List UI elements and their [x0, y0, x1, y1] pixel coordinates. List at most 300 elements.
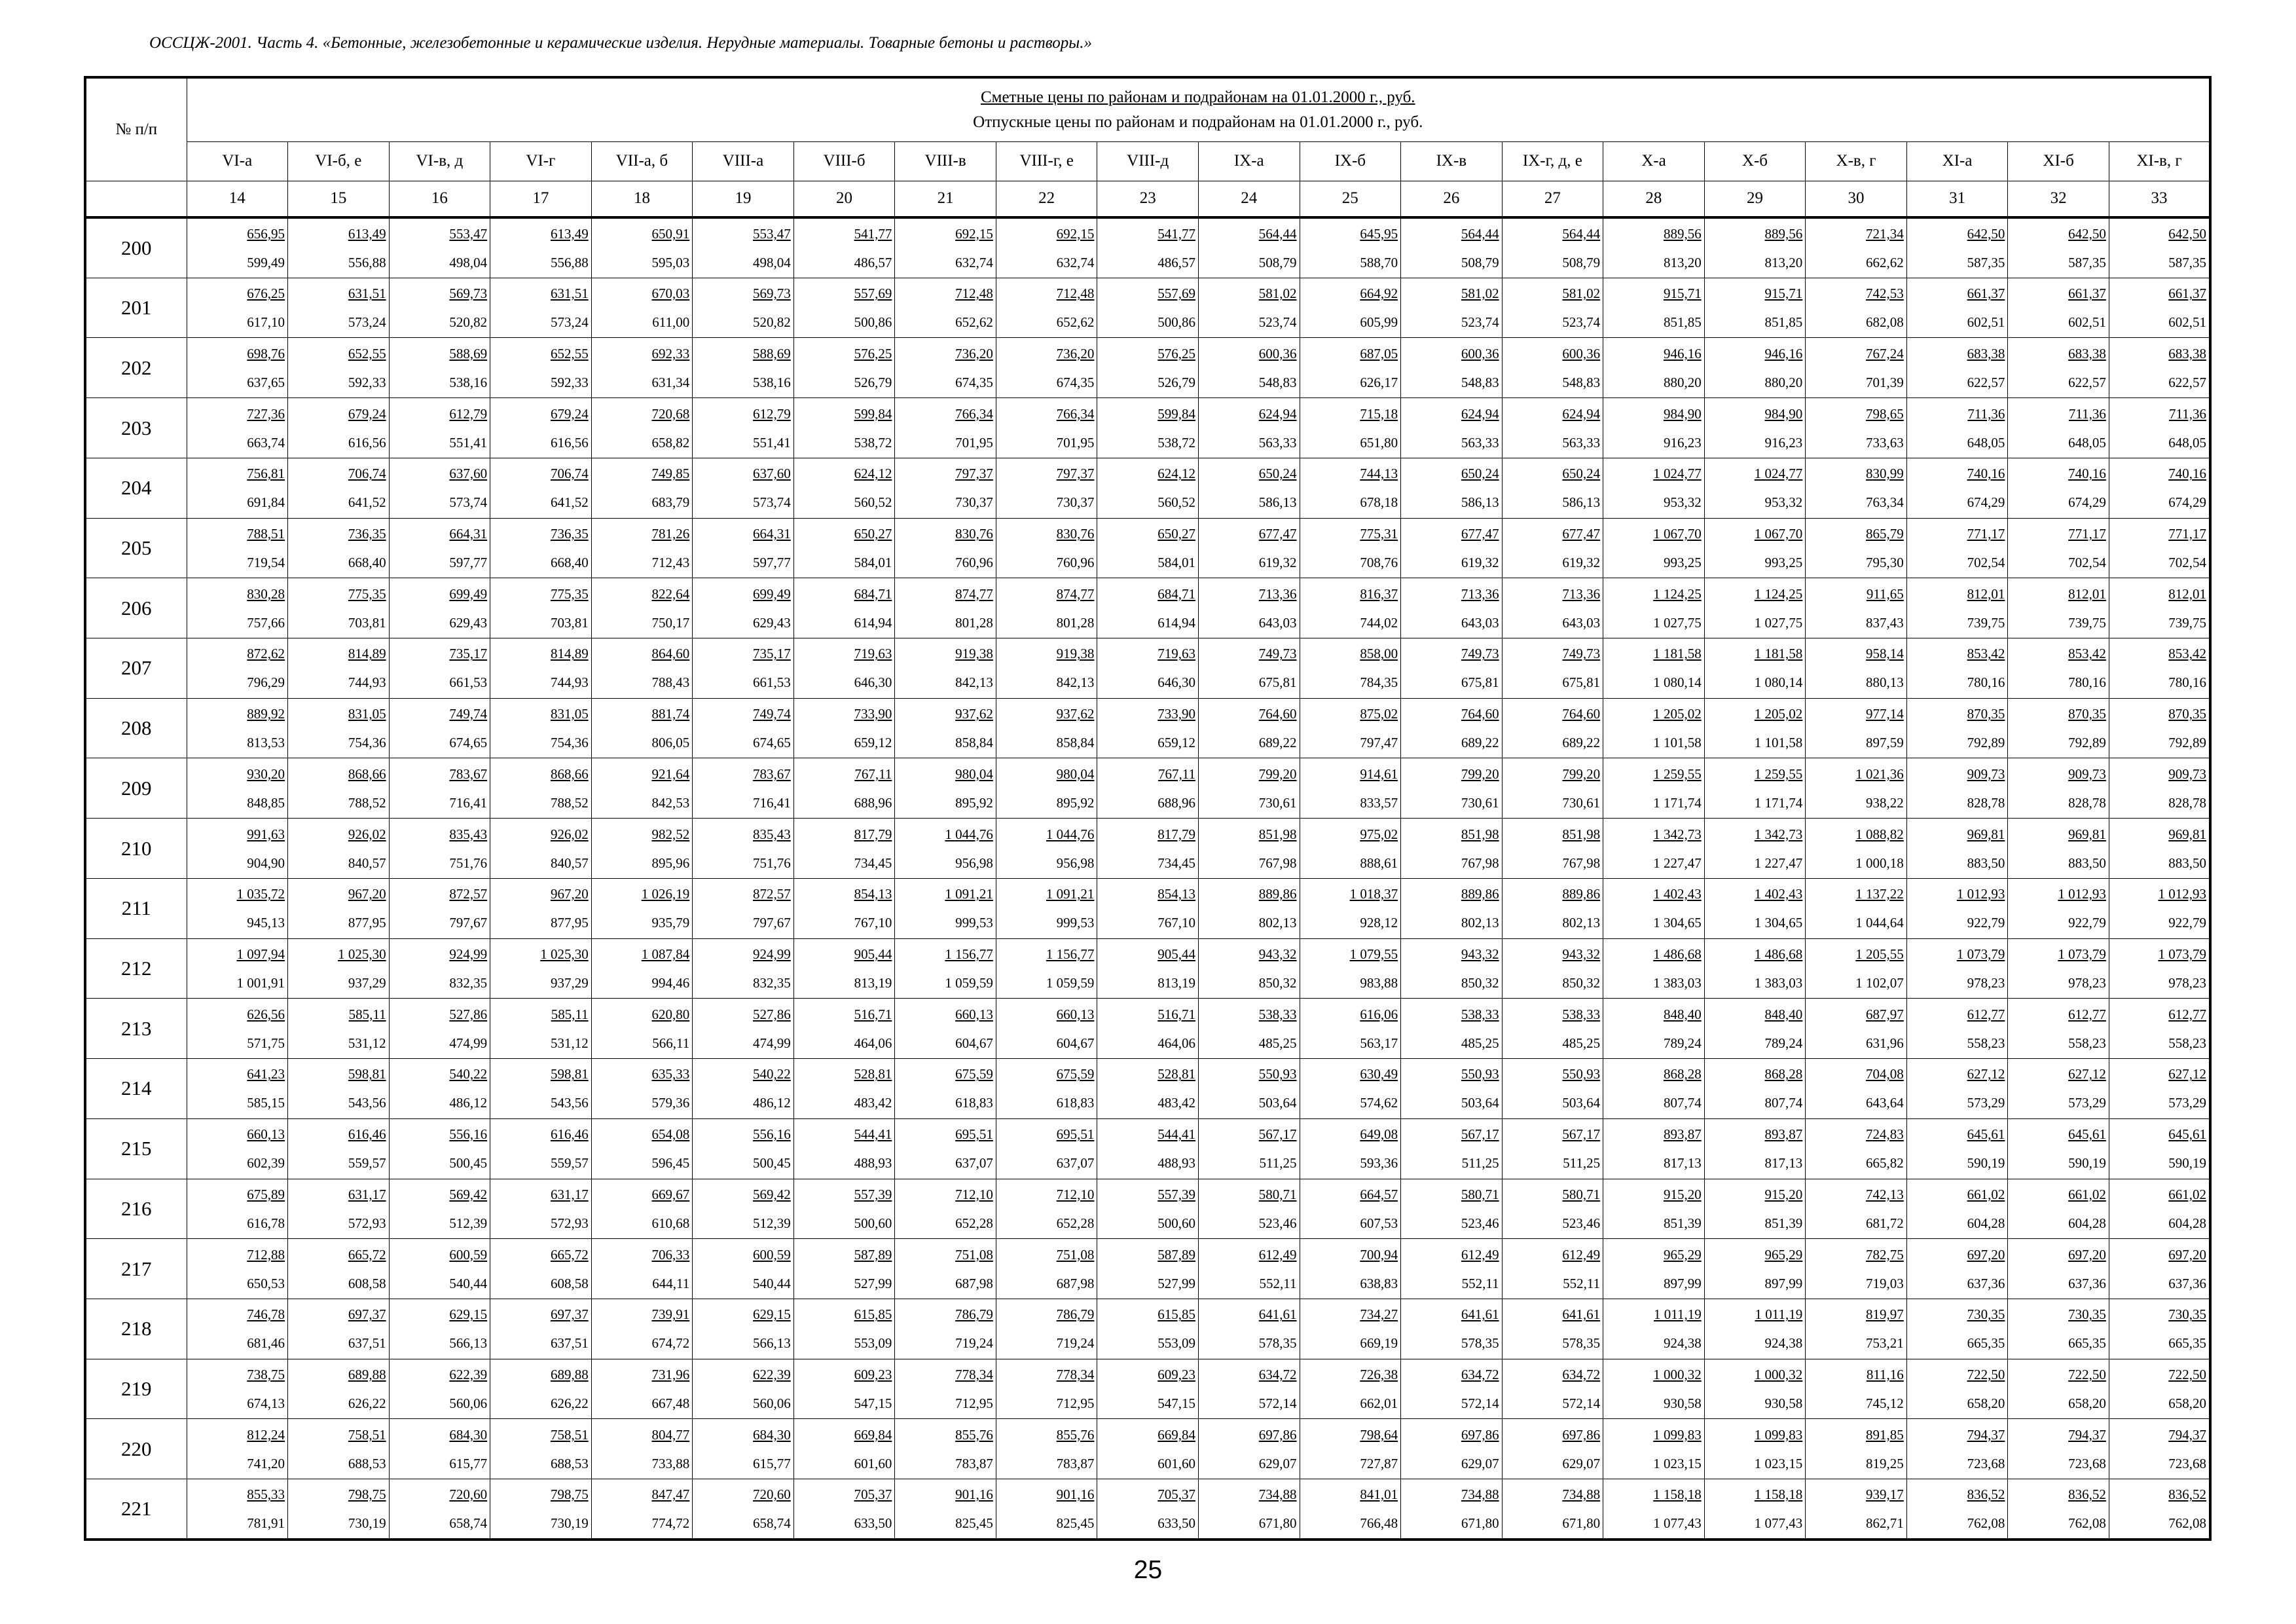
release-price: 498,04	[753, 254, 791, 270]
price-cell	[1097, 1479, 1199, 1540]
estimated-price: 1 205,02	[1653, 706, 1702, 722]
price-cell	[996, 278, 1097, 338]
estimated-price: 609,23	[854, 1367, 892, 1383]
release-price: 614,94	[854, 614, 892, 631]
estimated-price: 613,49	[550, 225, 589, 242]
column-number: 23	[1097, 181, 1199, 217]
price-cell	[1906, 1479, 2008, 1540]
release-price: 712,95	[1056, 1395, 1095, 1412]
estimated-price: 812,01	[1967, 585, 2005, 602]
estimated-price: 758,51	[348, 1426, 386, 1443]
price-cell	[389, 338, 490, 398]
estimated-price: 870,35	[1967, 706, 2005, 722]
price-cell	[1097, 1059, 1199, 1119]
table-row	[85, 758, 2210, 819]
price-cell	[490, 278, 592, 338]
estimated-price: 868,28	[1764, 1066, 1803, 1082]
price-cell	[389, 518, 490, 578]
table-row	[85, 1479, 2210, 1540]
estimated-price: 1 486,68	[1754, 946, 1803, 962]
price-cell	[1704, 698, 1806, 758]
region-header: VII-а, б	[591, 141, 693, 181]
column-number: 31	[1906, 181, 2008, 217]
estimated-price: 652,55	[550, 345, 589, 361]
estimated-price: 600,59	[753, 1246, 791, 1263]
price-cell	[1198, 758, 1300, 819]
price-cell	[996, 1359, 1097, 1419]
release-price: 858,84	[1056, 735, 1095, 751]
release-price: 526,79	[854, 374, 892, 390]
estimated-price: 1 158,18	[1754, 1486, 1803, 1503]
release-price: 1 101,58	[1653, 735, 1702, 751]
estimated-price: 722,50	[2068, 1367, 2106, 1383]
price-cell	[2008, 578, 2109, 638]
release-price: 558,23	[2168, 1035, 2206, 1051]
estimated-price: 712,10	[1056, 1186, 1095, 1202]
estimated-price: 735,17	[753, 646, 791, 662]
row-number: 201	[85, 278, 187, 338]
price-cell	[187, 999, 288, 1059]
release-price: 762,08	[2068, 1515, 2106, 1532]
estimated-price: 650,27	[854, 525, 892, 542]
estimated-price: 943,32	[1562, 946, 1601, 962]
estimated-price: 612,77	[2068, 1006, 2106, 1022]
estimated-price: 851,98	[1562, 826, 1601, 842]
release-price: 488,93	[1157, 1155, 1195, 1172]
estimated-price: 1 012,93	[2158, 886, 2206, 902]
price-cell	[1906, 518, 2008, 578]
estimated-price: 946,16	[1663, 345, 1702, 361]
release-price: 851,39	[1663, 1215, 1702, 1231]
estimated-price: 814,89	[550, 646, 589, 662]
release-price: 551,41	[753, 434, 791, 451]
price-cell	[996, 518, 1097, 578]
price-cell	[1502, 578, 1603, 638]
release-price: 604,67	[955, 1035, 993, 1051]
price-cell	[591, 1239, 693, 1299]
release-price: 637,51	[550, 1335, 589, 1352]
estimated-price: 649,08	[1360, 1126, 1398, 1143]
price-cell	[1806, 1479, 1907, 1540]
estimated-price: 645,61	[2068, 1126, 2106, 1143]
release-price: 617,10	[247, 314, 285, 331]
price-cell	[1401, 1059, 1503, 1119]
price-cell	[2008, 999, 2109, 1059]
release-price: 558,23	[2068, 1035, 2106, 1051]
release-price: 701,39	[1866, 374, 1904, 390]
estimated-price: 642,50	[1967, 225, 2005, 242]
price-cell	[1906, 758, 2008, 819]
estimated-price: 870,35	[2168, 706, 2206, 722]
estimated-price: 624,94	[1258, 405, 1297, 422]
estimated-price: 600,36	[1258, 345, 1297, 361]
price-cell	[288, 1299, 390, 1359]
price-cell	[389, 1239, 490, 1299]
price-cell	[1704, 1179, 1806, 1239]
release-price: 832,35	[449, 975, 488, 991]
column-number: 17	[490, 181, 592, 217]
release-price: 566,11	[652, 1035, 690, 1051]
price-cell	[1603, 1118, 1705, 1179]
release-price: 1 080,14	[1754, 674, 1803, 691]
price-cell	[1502, 1118, 1603, 1179]
price-cell	[895, 1118, 996, 1179]
price-cell	[1603, 1479, 1705, 1540]
table-row	[85, 819, 2210, 879]
estimated-price: 778,34	[955, 1367, 993, 1383]
estimated-price: 719,63	[1157, 646, 1195, 662]
release-price: 883,50	[2168, 855, 2206, 871]
estimated-price: 700,94	[1360, 1246, 1398, 1263]
estimated-price: 664,31	[449, 525, 488, 542]
price-cell	[1401, 217, 1503, 278]
price-cell	[1097, 1299, 1199, 1359]
price-cell	[1401, 1359, 1503, 1419]
price-cell	[1603, 398, 1705, 458]
price-cell	[1097, 1179, 1199, 1239]
price-cell	[1603, 1059, 1705, 1119]
estimated-price: 749,73	[1562, 646, 1601, 662]
release-price: 928,12	[1360, 915, 1398, 931]
estimated-price: 556,16	[449, 1126, 488, 1143]
estimated-price: 622,39	[753, 1367, 791, 1383]
row-number: 210	[85, 819, 187, 879]
release-price: 572,14	[1258, 1395, 1297, 1412]
estimated-price: 835,43	[753, 826, 791, 842]
estimated-price: 704,08	[1866, 1066, 1904, 1082]
release-price: 767,98	[1258, 855, 1297, 871]
price-cell	[2109, 938, 2210, 999]
column-number: 26	[1401, 181, 1503, 217]
price-cell	[389, 1118, 490, 1179]
release-price: 641,52	[348, 494, 386, 511]
price-cell	[895, 698, 996, 758]
release-price: 498,04	[449, 254, 488, 270]
estimated-price: 831,05	[348, 706, 386, 722]
release-price: 626,17	[1360, 374, 1398, 390]
estimated-price: 909,73	[2168, 766, 2206, 782]
estimated-price: 576,25	[854, 345, 892, 361]
release-price: 643,03	[1562, 614, 1601, 631]
estimated-price: 598,81	[550, 1066, 589, 1082]
price-cell	[389, 638, 490, 699]
price-cell	[793, 338, 895, 398]
release-price: 523,74	[1258, 314, 1297, 331]
price-cell	[1401, 1179, 1503, 1239]
estimated-price: 712,10	[955, 1186, 993, 1202]
release-price: 1 077,43	[1754, 1515, 1803, 1532]
release-price: 523,46	[1258, 1215, 1297, 1231]
release-price: 1 101,58	[1754, 735, 1803, 751]
estimated-price: 738,75	[247, 1367, 285, 1383]
estimated-price: 771,17	[2068, 525, 2106, 542]
release-price: 733,88	[651, 1455, 690, 1471]
price-cell	[1806, 758, 1907, 819]
estimated-price: 835,43	[449, 826, 488, 842]
price-cell	[793, 758, 895, 819]
estimated-price: 697,86	[1258, 1426, 1297, 1443]
price-cell	[1603, 1419, 1705, 1479]
release-price: 663,74	[247, 434, 285, 451]
release-price: 850,32	[1258, 975, 1297, 991]
estimated-price: 734,27	[1360, 1306, 1398, 1323]
price-cell	[693, 878, 794, 938]
estimated-price: 1 124,25	[1653, 585, 1702, 602]
release-price: 806,05	[651, 735, 690, 751]
estimated-price: 1 091,21	[1046, 886, 1095, 902]
price-cell	[1603, 1239, 1705, 1299]
release-price: 605,99	[1360, 314, 1398, 331]
release-price: 842,53	[651, 794, 690, 811]
price-cell	[1704, 1419, 1806, 1479]
release-price: 633,50	[854, 1515, 892, 1532]
estimated-price: 670,03	[651, 286, 690, 302]
estimated-price: 650,24	[1461, 466, 1499, 482]
estimated-price: 822,64	[651, 585, 690, 602]
release-price: 745,12	[1866, 1395, 1904, 1412]
price-cell	[2109, 578, 2210, 638]
estimated-price: 683,38	[2068, 345, 2106, 361]
release-price: 922,79	[1967, 915, 2005, 931]
release-price: 572,14	[1461, 1395, 1499, 1412]
estimated-price: 722,50	[1967, 1367, 2005, 1383]
price-cell	[2109, 1179, 2210, 1239]
price-cell	[1401, 878, 1503, 938]
release-price: 556,88	[348, 254, 386, 270]
release-price: 531,12	[348, 1035, 386, 1051]
price-cell	[996, 698, 1097, 758]
estimated-price: 984,90	[1764, 405, 1803, 422]
release-price: 978,23	[2168, 975, 2206, 991]
estimated-price: 631,17	[550, 1186, 589, 1202]
row-number: 209	[85, 758, 187, 819]
price-cell	[1906, 819, 2008, 879]
release-price: 662,62	[1866, 254, 1904, 270]
price-cell	[1300, 1239, 1401, 1299]
estimated-price: 736,20	[955, 345, 993, 361]
estimated-price: 683,38	[2168, 345, 2206, 361]
estimated-price: 661,02	[2168, 1186, 2206, 1202]
estimated-price: 516,71	[854, 1006, 892, 1022]
release-price: 683,79	[651, 494, 690, 511]
price-cell	[2008, 1179, 2109, 1239]
price-cell	[1603, 217, 1705, 278]
estimated-price: 851,98	[1461, 826, 1499, 842]
release-price: 797,67	[753, 915, 791, 931]
estimated-price: 1 018,37	[1349, 886, 1398, 902]
price-cell	[591, 1299, 693, 1359]
price-cell	[1502, 999, 1603, 1059]
table-row	[85, 638, 2210, 699]
release-price: 750,17	[651, 614, 690, 631]
release-price: 754,36	[348, 735, 386, 751]
release-price: 807,74	[1663, 1095, 1702, 1111]
estimated-price: 889,86	[1562, 886, 1601, 902]
price-cell	[591, 458, 693, 518]
estimated-price: 615,85	[1157, 1306, 1195, 1323]
caption-estimated-prices: Сметные цены по районам и подрайонам на 01.01.2000 г., руб.	[980, 88, 1415, 106]
release-price: 674,13	[247, 1395, 285, 1412]
release-price: 924,38	[1764, 1335, 1803, 1352]
estimated-price: 909,73	[2068, 766, 2106, 782]
estimated-price: 692,15	[955, 225, 993, 242]
price-cell	[1704, 458, 1806, 518]
estimated-price: 1 012,93	[1956, 886, 2005, 902]
column-number: 16	[389, 181, 490, 217]
price-cell	[1097, 217, 1199, 278]
estimated-price: 564,44	[1461, 225, 1499, 242]
release-price: 1 227,47	[1754, 855, 1803, 871]
estimated-price: 713,36	[1562, 585, 1601, 602]
estimated-price: 982,52	[651, 826, 690, 842]
estimated-price: 541,77	[854, 225, 892, 242]
release-price: 658,82	[651, 434, 690, 451]
release-price: 652,28	[1056, 1215, 1095, 1231]
release-price: 796,29	[247, 674, 285, 691]
release-price: 730,61	[1258, 794, 1297, 811]
release-price: 851,85	[1663, 314, 1702, 331]
estimated-price: 556,16	[753, 1126, 791, 1143]
release-price: 661,53	[753, 674, 791, 691]
price-cell	[1502, 217, 1603, 278]
estimated-price: 697,37	[550, 1306, 589, 1323]
price-cell	[1806, 1359, 1907, 1419]
estimated-price: 915,20	[1764, 1186, 1803, 1202]
estimated-price: 758,51	[550, 1426, 589, 1443]
estimated-price: 1 137,22	[1855, 886, 1904, 902]
estimated-price: 569,42	[753, 1186, 791, 1202]
release-price: 643,03	[1461, 614, 1499, 631]
release-price: 689,22	[1258, 735, 1297, 751]
region-header: VIII-б	[793, 141, 895, 181]
release-price: 813,19	[1157, 975, 1195, 991]
price-cell	[187, 578, 288, 638]
estimated-price: 580,71	[1258, 1186, 1297, 1202]
estimated-price: 712,48	[1056, 286, 1095, 302]
release-price: 652,62	[1056, 314, 1095, 331]
estimated-price: 612,77	[1967, 1006, 2005, 1022]
release-price: 675,81	[1461, 674, 1499, 691]
release-price: 500,45	[753, 1155, 791, 1172]
estimated-price: 905,44	[854, 946, 892, 962]
price-cell	[793, 1419, 895, 1479]
price-cell	[1300, 819, 1401, 879]
price-cell	[2008, 938, 2109, 999]
release-price: 560,52	[1157, 494, 1195, 511]
price-cell	[1097, 878, 1199, 938]
estimated-price: 984,90	[1663, 405, 1702, 422]
price-cell	[2109, 999, 2210, 1059]
release-price: 464,06	[1157, 1035, 1195, 1051]
estimated-price: 677,47	[1562, 525, 1601, 542]
price-cell	[1906, 398, 2008, 458]
release-price: 1 102,07	[1855, 975, 1904, 991]
estimated-price: 744,13	[1360, 466, 1398, 482]
estimated-price: 858,00	[1360, 646, 1398, 662]
release-price: 754,36	[550, 735, 589, 751]
estimated-price: 650,27	[1157, 525, 1195, 542]
release-price: 637,51	[348, 1335, 386, 1352]
release-price: 945,13	[247, 915, 285, 931]
release-price: 559,57	[348, 1155, 386, 1172]
price-cell	[793, 878, 895, 938]
release-price: 675,81	[1562, 674, 1601, 691]
release-price: 637,36	[1967, 1275, 2005, 1291]
price-cell	[1198, 1118, 1300, 1179]
release-price: 637,65	[247, 374, 285, 390]
release-price: 937,29	[348, 975, 386, 991]
estimated-price: 660,13	[955, 1006, 993, 1022]
price-cell	[1401, 458, 1503, 518]
release-price: 616,78	[247, 1215, 285, 1231]
price-cell	[793, 1479, 895, 1540]
price-cell	[1198, 458, 1300, 518]
estimated-price: 730,35	[2068, 1306, 2106, 1323]
price-cell	[1704, 1299, 1806, 1359]
price-cell	[1401, 638, 1503, 699]
price-cell	[1502, 1179, 1603, 1239]
release-price: 662,01	[1360, 1395, 1398, 1412]
release-price: 723,68	[2068, 1455, 2106, 1471]
release-price: 734,45	[854, 855, 892, 871]
price-cell	[1502, 278, 1603, 338]
estimated-price: 1 087,84	[641, 946, 690, 962]
release-price: 730,61	[1461, 794, 1499, 811]
price-cell	[793, 578, 895, 638]
release-price: 674,29	[2168, 494, 2206, 511]
estimated-price: 937,62	[1056, 706, 1095, 722]
release-price: 604,67	[1056, 1035, 1095, 1051]
estimated-price: 581,02	[1461, 286, 1499, 302]
estimated-price: 1 124,25	[1754, 585, 1803, 602]
release-price: 658,20	[1967, 1395, 2005, 1412]
price-cell	[1502, 1239, 1603, 1299]
estimated-price: 684,30	[449, 1426, 488, 1443]
release-price: 825,45	[1056, 1515, 1095, 1532]
release-price: 897,99	[1663, 1275, 1702, 1291]
price-cell	[1806, 338, 1907, 398]
release-price: 578,35	[1562, 1335, 1601, 1352]
estimated-price: 1 073,79	[2058, 946, 2106, 962]
price-cell	[1401, 398, 1503, 458]
price-cell	[1097, 338, 1199, 398]
price-cell	[187, 1059, 288, 1119]
price-cell	[1704, 518, 1806, 578]
release-price: 924,38	[1663, 1335, 1702, 1352]
price-cell	[693, 1299, 794, 1359]
estimated-price: 612,49	[1258, 1246, 1297, 1263]
estimated-price: 991,63	[247, 826, 285, 842]
price-cell	[693, 938, 794, 999]
estimated-price: 1 259,55	[1653, 766, 1702, 782]
estimated-price: 817,79	[1157, 826, 1195, 842]
estimated-price: 730,35	[2168, 1306, 2206, 1323]
estimated-price: 627,12	[2168, 1066, 2206, 1082]
price-cell	[288, 878, 390, 938]
price-cell	[1097, 999, 1199, 1059]
release-price: 678,18	[1360, 494, 1398, 511]
estimated-price: 797,37	[955, 466, 993, 482]
release-price: 760,96	[955, 554, 993, 570]
estimated-price: 706,33	[651, 1246, 690, 1263]
estimated-price: 631,51	[550, 286, 589, 302]
price-cell	[1806, 398, 1907, 458]
estimated-price: 889,92	[247, 706, 285, 722]
colnum-blank-cell	[85, 181, 187, 217]
estimated-price: 580,71	[1562, 1186, 1601, 1202]
price-cell	[1097, 819, 1199, 879]
price-cell	[895, 458, 996, 518]
